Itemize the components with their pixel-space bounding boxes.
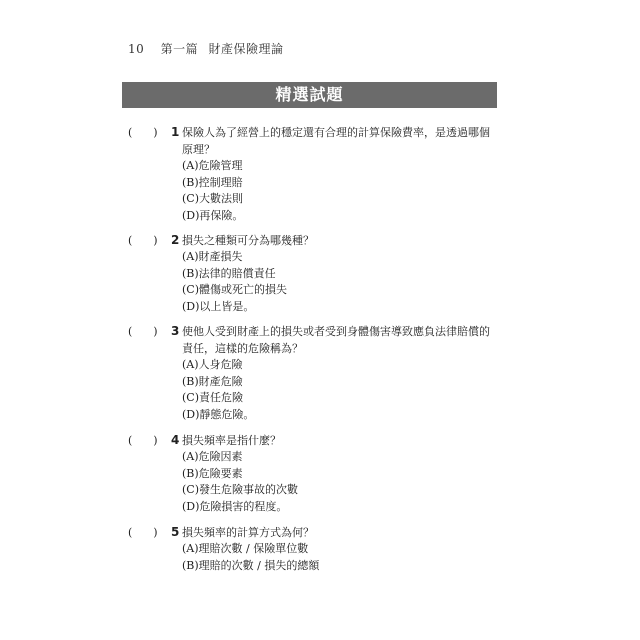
option-d: (D)再保險。 [182,208,244,222]
option-a: (A)危險因素 [182,450,243,463]
answer-blank: ( ) [128,526,158,539]
section-banner [122,82,497,108]
question-number: 4 [171,433,180,447]
option-list [182,249,498,315]
option-d: (D)以上皆是。 [182,299,255,313]
section-title: 精選試題 [275,85,344,104]
option-a: (A)人身危險 [182,358,243,371]
option-a: (A)危險管理 [182,159,243,172]
question-1 [128,124,498,235]
chapter-title: 財產保險理論 [208,42,284,56]
option-list [182,158,498,224]
option-d: (D)靜態危險。 [182,407,255,421]
question-stem: 使他人受到財產上的損失或者受到身體傷害導致應負法律賠償的責任，這樣的危險稱為？ [182,325,490,355]
option-b: (B)法律的賠償責任 [182,266,276,280]
question-number: 1 [171,125,180,139]
option-list [182,449,498,515]
option-c: (C)發生危險事故的次數 [182,483,298,496]
option-c: (C)體傷或死亡的損失 [182,283,287,296]
option-b: (B)控制理賠 [182,175,243,189]
question-stem: 保險人為了經營上的穩定還有合理的計算保險費率，是透過哪個原理？ [182,126,490,156]
answer-blank: ( ) [128,434,158,447]
answer-blank: ( ) [128,325,158,338]
option-d: (D)危險損害的程度。 [182,499,288,513]
question-stem: 損失頻率是指什麼？ [182,434,281,447]
answer-blank: ( ) [128,126,158,139]
option-list [182,357,498,423]
option-b: (B)危險要素 [182,466,243,480]
option-a: (A)理賠次數 / 保險單位數 [182,542,309,555]
question-number: 3 [171,324,180,338]
option-b: (B)財產危險 [182,374,243,388]
part-label: 第一篇 [160,42,199,56]
question-3 [128,323,498,434]
question-number: 5 [171,525,180,539]
page-number: 10 [128,42,145,56]
answer-blank: ( ) [128,234,158,247]
option-c: (C)責任危險 [182,391,243,404]
question-5 [128,524,498,585]
running-header [128,40,283,57]
question-number: 2 [171,233,180,247]
question-2 [128,232,498,326]
option-list [182,541,498,574]
option-c: (C)大數法則 [182,192,243,205]
option-a: (A)財產損失 [182,250,243,263]
option-b: (B)理賠的次數 / 損失的總額 [182,558,320,572]
question-4 [128,432,498,526]
question-stem: 損失之種類可分為哪幾種？ [182,234,314,247]
question-stem: 損失頻率的計算方式為何？ [182,526,314,539]
